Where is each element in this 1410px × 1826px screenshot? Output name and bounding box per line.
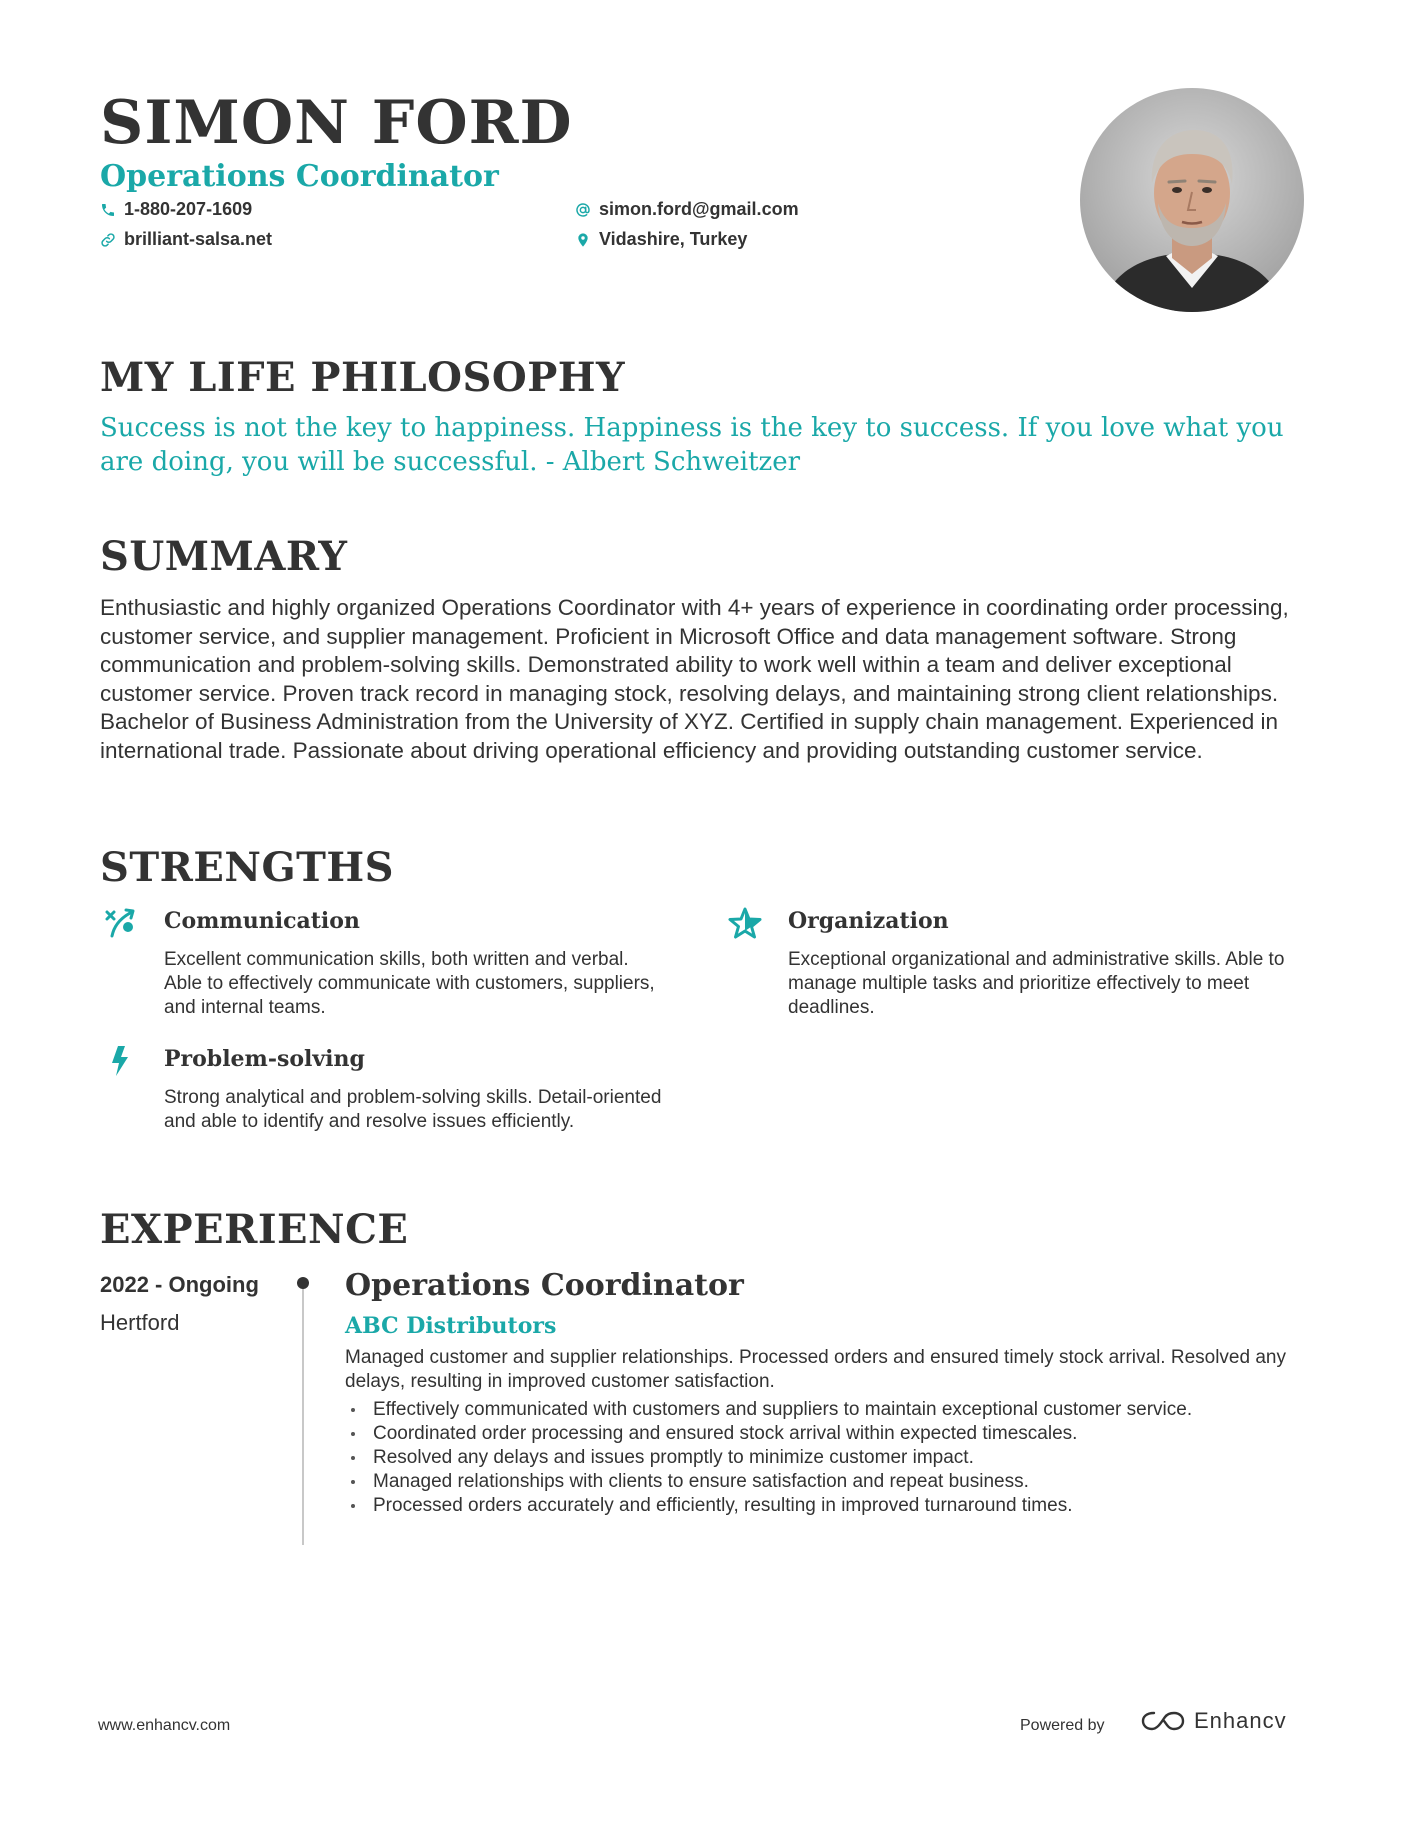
contact-email: [575, 199, 799, 220]
timeline-line: [302, 1285, 304, 1545]
list-item: Effectively communicated with customers and suppliers to maintain exceptional customer service.: [345, 1398, 1325, 1422]
profile-photo: [1080, 88, 1304, 312]
brand-logo[interactable]: [1140, 1708, 1287, 1734]
star-icon: [728, 906, 762, 940]
link-icon: [100, 232, 116, 248]
phone-icon: [100, 202, 116, 218]
phone-text[interactable]: 1-880-207-1609: [124, 199, 253, 219]
contact-location: [575, 229, 747, 250]
experience-company: ABC Distributors: [345, 1313, 557, 1339]
location-text: Vidashire, Turkey: [599, 229, 748, 249]
list-item: Coordinated order processing and ensured stock arrival within expected timescales.: [345, 1422, 1325, 1446]
list-item: Resolved any delays and issues promptly to minimize customer impact.: [345, 1446, 1325, 1470]
candidate-name: SIMON FORD: [100, 88, 573, 158]
strength-description: Excellent communication skills, both written and verbal. Able to effectively communicate with customers, suppliers, and internal teams.: [164, 949, 655, 1018]
footer-url-link[interactable]: www.enhancv.com: [98, 1717, 231, 1734]
portrait-image: [1080, 88, 1304, 312]
contact-website: [100, 229, 272, 250]
summary-text: Enthusiastic and highly organized Operations Coordinator with 4+ years of experience in coordinating order processing, customer service, and supplier management. Proficient in Microsoft Office and data management software. Strong communication and problem-solving skills. Demonstrated ability to work well within a team and deliver exceptional customer service. Proven track record in managing stock, resolving delays, and maintaining strong client relationships. Bachelor of Business Administration from the University of XYZ. Certified in supply chain management. Experienced in international trade. Passionate about driving operational efficiency and providing outstanding customer service.: [100, 595, 1289, 763]
strengths-heading: STRENGTHS: [100, 844, 395, 891]
list-item: Managed relationships with clients to ensure satisfaction and repeat business.: [345, 1470, 1325, 1494]
strength-title: Problem-solving: [164, 1046, 365, 1072]
website-text[interactable]: brilliant-salsa.net: [124, 229, 273, 249]
contact-phone: [100, 199, 252, 220]
strength-description: Exceptional organizational and administrative skills. Able to manage multiple tasks and prioritize effectively to meet deadlines.: [788, 949, 1285, 1018]
strength-title: Communication: [164, 908, 360, 934]
experience-description: Managed customer and supplier relationships. Processed orders and ensured timely stock arrival. Resolved any delays, resulting in improved customer satisfaction.: [345, 1347, 1286, 1392]
email-text[interactable]: simon.ford@gmail.com: [599, 199, 799, 219]
experience-location: Hertford: [100, 1310, 180, 1335]
brand-name: Enhancv: [1194, 1708, 1287, 1733]
experience-heading: EXPERIENCE: [100, 1206, 409, 1253]
philosophy-quote: Success is not the key to happiness. Happiness is the key to success. If you love what you are doing, you will be successful. - Albert Schweitzer: [100, 413, 1284, 477]
location-pin-icon: [575, 232, 591, 248]
experience-bullets: [345, 1398, 1325, 1518]
lightning-icon: [104, 1044, 138, 1078]
summary-heading: SUMMARY: [100, 533, 348, 580]
powered-by-label: Powered by: [1020, 1717, 1105, 1734]
experience-role: Operations Coordinator: [345, 1268, 744, 1303]
communication-icon: [104, 906, 138, 940]
at-icon: [575, 202, 591, 218]
experience-date: 2022 - Ongoing: [100, 1272, 259, 1297]
candidate-role: Operations Coordinator: [100, 159, 499, 194]
strength-title: Organization: [788, 908, 949, 934]
timeline-dot: [297, 1277, 309, 1289]
enhancv-logo-icon: [1140, 1709, 1186, 1733]
philosophy-heading: MY LIFE PHILOSOPHY: [100, 354, 626, 401]
strength-description: Strong analytical and problem-solving skills. Detail-oriented and able to identify and resolve issues efficiently.: [164, 1087, 662, 1132]
list-item: Processed orders accurately and efficiently, resulting in improved turnaround times.: [345, 1494, 1325, 1518]
